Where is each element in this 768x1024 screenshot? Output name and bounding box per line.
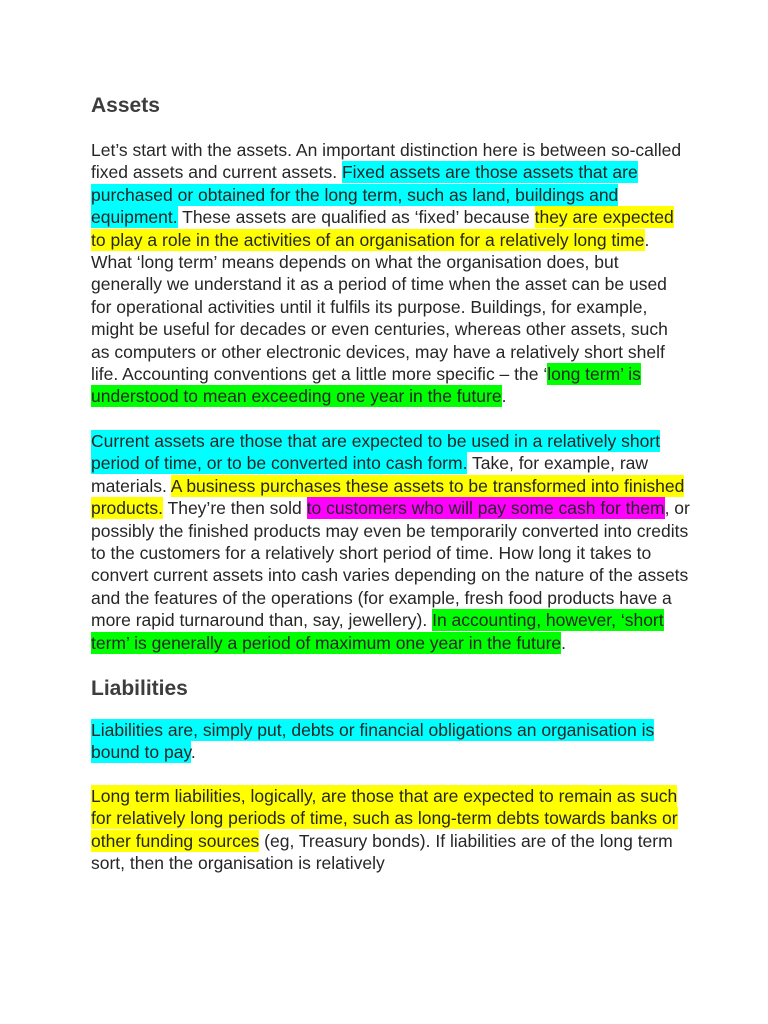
highlight-cyan: Current assets are those that are expected to be used in a relatively short period of time, or to be converted into cash form. xyxy=(91,430,661,474)
highlight-cyan: Liabilities are, simply put, debts or financial obligations an organisation is bound to pay xyxy=(91,719,655,763)
highlight-magenta: to customers who will pay some cash for them xyxy=(306,498,665,519)
document-page xyxy=(91,0,691,874)
liabilities-paragraph-1 xyxy=(91,719,691,764)
highlight-green: long term’ is understood to mean exceeding one year in the future xyxy=(91,364,641,407)
assets-paragraph-1 xyxy=(91,139,691,408)
highlight-green: In accounting, however, ‘short term’ is generally a period of maximum one year in the future xyxy=(91,610,664,653)
text-segment: . xyxy=(501,386,507,407)
text-segment: . xyxy=(190,742,196,763)
highlight-yellow: they are expected to play a role in the activities of an organisation for a relatively long time xyxy=(91,207,674,250)
text-segment: . xyxy=(561,632,566,653)
assets-paragraph-2 xyxy=(91,430,691,654)
text-segment: These assets are qualified as ‘fixed’ because xyxy=(177,207,535,228)
assets-heading: Assets xyxy=(91,94,160,117)
highlight-cyan: Fixed assets are those assets that are purchased or obtained for the long term, such as land, buildings and equipment. xyxy=(91,162,638,228)
highlight-yellow: Long term liabilities, logically, are those that are expected to remain as such for relatively long periods of time, such as long-term debts towards banks or other funding sources xyxy=(91,785,678,851)
liabilities-heading: Liabilities xyxy=(91,676,188,700)
text-segment: Take, for example, raw materials. xyxy=(91,453,649,496)
liabilities-paragraph-2 xyxy=(91,785,691,875)
text-segment: Let’s start with the assets. An important distinction here is between so-called fixed assets and current assets. xyxy=(91,140,682,183)
text-segment: They’re then sold xyxy=(162,498,307,519)
highlight-yellow: A business purchases these assets to be transformed into finished products. xyxy=(91,475,685,519)
text-segment: , or possibly the finished products may even be temporarily converted into credits to the customers for a relatively short period of time. How long it takes to convert current assets into cash varies depending on the nature of the assets and the features of the operations (for example, fresh food products have a more rapid turnaround than, say, jewellery). xyxy=(91,498,690,631)
text-segment: . What ‘long term’ means depends on what the organisation does, but generally we understand it as a period of time when the asset can be used for operational activities until it fulfils its purpose. Buildings, for example, might be useful for decades or even centuries, whereas other assets, such as computers or other electronic devices, may have a relatively short shelf life. Accounting conventions get a little more specific – the ‘ xyxy=(91,229,668,385)
text-segment: (eg, Treasury bonds). If liabilities are of the long term sort, then the organisation is relatively xyxy=(91,830,673,873)
